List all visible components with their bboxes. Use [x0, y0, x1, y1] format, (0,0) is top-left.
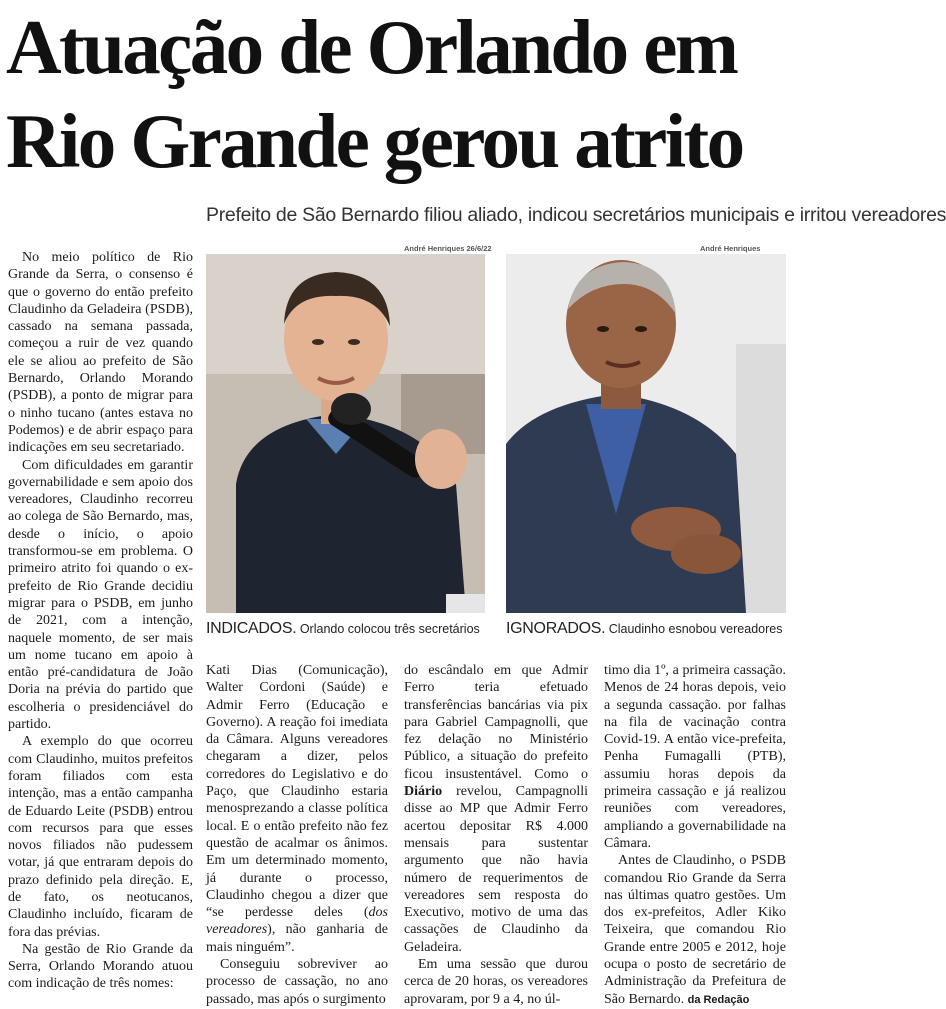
text-run-italic: dos vereadores [206, 905, 388, 938]
paragraph: No meio político de Rio Grande da Serra, o consenso é que o governo do então prefeito Claudinho da Geladeira (PSDB), cassado na semana passada, começou a ruir de vez quando ele se aliou ao prefeito de São Bernardo, Orlando Morando (PSDB), a ponto de migrar para o ninho tucano (antes estava no Podemos) e de abrir espaço para indicações em seu secretariado. [8, 250, 193, 456]
article-column-3 [404, 662, 588, 1008]
photo-credit-1: André Henriques 26/6/22 [404, 244, 492, 253]
paragraph [206, 662, 388, 956]
photo-illustration [506, 254, 786, 613]
headline-line-2: Rio Grande gerou atrito [6, 98, 743, 184]
paragraph: A exemplo do que ocorreu com Claudinho, muitos prefeitos foram filiados com esta intenção, mas a então campanha de Eduardo Leite (PSDB) entrou com recursos para que esses novos filiados não pudessem votar, já que entraram depois do prazo definido pela direção. E, de fato, os neotucanos, Claudinho incluído, ficaram de fora das prévias. [8, 734, 193, 940]
photo-claudinho [506, 254, 786, 613]
newspaper-name: Diário [404, 784, 443, 800]
paragraph: Na gestão de Rio Grande da Serra, Orlando Morando atuou com indicação de três nomes: [8, 941, 193, 992]
headline [6, 0, 786, 188]
paragraph [604, 852, 786, 1009]
caption-text: Claudinho esnobou vereadores [605, 622, 783, 636]
headline-line-1: Atuação de Orlando em [6, 4, 737, 90]
subheadline: Prefeito de São Bernardo filiou aliado, indicou secretários municipais e irritou vereadores [206, 204, 946, 226]
photo-caption-1 [206, 620, 480, 638]
byline-signoff: da Redação [687, 993, 750, 1006]
paragraph: timo dia 1º, a primeira cassação. Menos de 24 horas depois, veio a segunda cassação. por falhas na fila de vacinação contra Covid-19. A então vice-prefeita, Penha Fumagalli (PTB), assumiu horas depois da primeira cassação e já realizou reuniões com vereadores, ampliando a governabilidade na Câmara. [604, 663, 786, 851]
caption-lead: INDICADOS. [206, 620, 297, 637]
paragraph [404, 662, 588, 956]
text-run: Antes de Claudinho, o PSDB comandou Rio Grande da Serra nas últimas quatro gestões. Um dos ex-prefeitos, Adler Kiko Teixeira, que comandou Rio Grande entre 2005 e 2012, hoje ocupa o posto de secretário de Administração da Prefeitura de São Bernardo. [604, 853, 786, 1007]
article-column-1 [8, 249, 193, 993]
caption-lead: IGNORADOS. [506, 620, 606, 637]
text-run: Kati Dias (Comunicação), Walter Cordoni (Saúde) e Admir Ferro (Educação e Governo). A reação foi imediata da Câmara. Alguns vereadores chegaram a dizer, pelos corredores do Legislativo e do Paço, que Claudinho estaria menosprezando a classe política local. E o então prefeito não fez questão de acalmar os ânimos. Em um determinado momento, já durante o processo, Claudinho chegou a dizer que “se perdesse deles ( [206, 663, 388, 921]
text-run: do escândalo em que Admir Ferro teria efetuado transferências bancárias via pix para Gabriel Campagnolli, que fez delação no Ministério Público, a situação do prefeito ficou insustentável. Como o [404, 663, 588, 782]
paragraph: Em uma sessão que durou cerca de 20 horas, os vereadores aprovaram, por 9 a 4, no úl- [404, 957, 588, 1007]
text-run: ), não ganharia de mais ninguém”. [206, 922, 388, 955]
paragraph: Com dificuldades em garantir governabilidade e sem apoio dos vereadores, Claudinho recorreu ao colega de São Bernardo, mas, desde o início, o apoio transformou-se em problema. O primeiro atrito foi quando o ex-prefeito de Rio Grande decidiu migrar para o PSDB, em junho de 2021, com a intenção, naquele momento, de ser mais um nome tucano em apoio à então pré-candidatura de João Doria na prévia do partido que escolheria o presidenciável do partido. [8, 457, 193, 733]
text-run: revelou, Campagnolli disse ao MP que Admir Ferro acertou depositar R$ 4.000 mensais para sustentar argumento que não havia número de requerimentos de vereadores sem resposta do Executivo, motivo de uma das cassações de Claudinho da Geladeira. [404, 784, 588, 955]
photo-caption-2 [506, 620, 782, 638]
photo-orlando-morando [206, 254, 485, 613]
paragraph: Conseguiu sobreviver ao processo de cassação, no ano passado, mas após o surgimento [206, 957, 388, 1007]
photo-credit-2: André Henriques [700, 244, 761, 253]
article-column-2 [206, 662, 388, 1008]
article-column-4 [604, 662, 786, 1009]
photo-illustration [206, 254, 485, 613]
caption-text: Orlando colocou três secretários [296, 622, 480, 636]
